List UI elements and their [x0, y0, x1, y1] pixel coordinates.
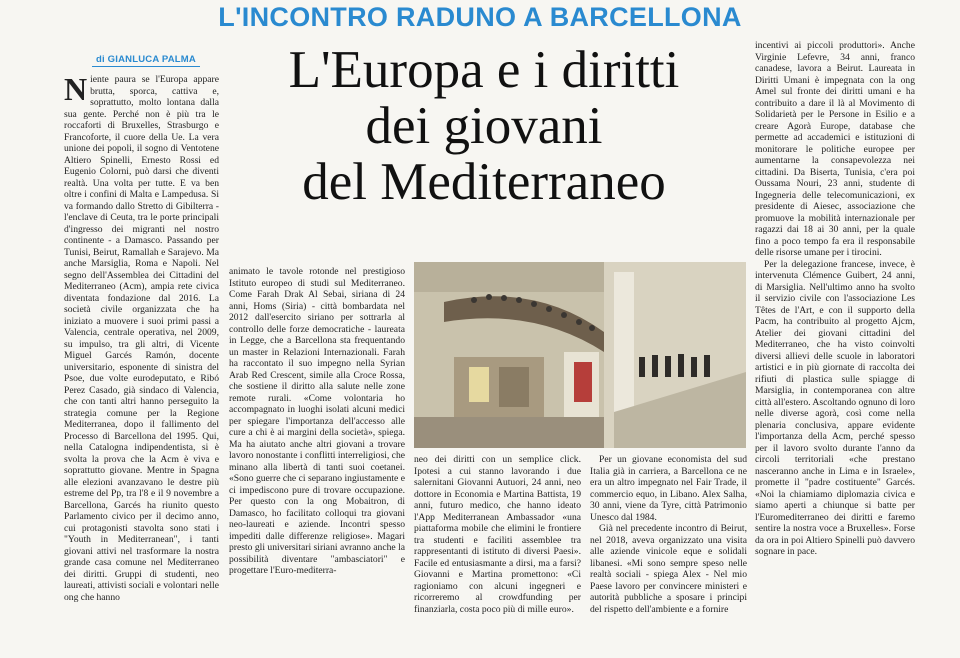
byline [92, 54, 200, 65]
kicker-title: L'INCONTRO RADUNO A BARCELLONA [218, 2, 742, 32]
column-4-paragraph-1: Per un giovane economista del sud Italia già in carriera, a Barcellona ce ne era un altro impegnato nel Fair Trade, il commercio equo, in Libano. Alex Salha, 30 anni, viene da Tyre, città Patrimonio Unesco dal 1984. [590, 454, 747, 523]
drop-cap: N [64, 74, 88, 107]
author-name: di GIANLUCA PALMA [92, 54, 200, 67]
article-column-5 [755, 40, 915, 650]
column-2-text: animato le tavole rotonde nel prestigioso Istituto europeo di studi sul Mediterraneo. Come Farah Drak Al Sebai, siriana di 24 anni, Homs (Siria) - città bombardata nel 2012 dall'esercito siriano per sottrarla al controllo delle forze democratiche - laureata in Legge, che a Barcellona sta frequentando un master in Relazioni Internazionali. Farah ha raccontato il suo impegno nella Syrian Arab Red Crescent, simile alla Croce Rossa, che sostiene il diritto alla salute nelle zone remote rurali. «Come volontaria ho accompagnato in luoghi isolati alcuni medici per spiegare l'importanza dell'accesso alle cure a chi è ai margini della società», spiega. Ma ha aiutato anche altri giovani a trovare lavoro nonostante i conflitti interreligiosi, che minano alla libertà di tanti suoi coetanei. «Sono guerre che ci separano ingiustamente e ci impediscono pure di trovare occupazione. Per questo con la ong Mobaitron, di Damasco, ho facilitato colloqui tra giovani neo-laureati e aziende. Incontri spesso impediti dalle differenze religiose». Magari presto gli universitari siriani avranno anche la possibilità diventare "ambasciatori" e progettare l'Euro-mediterra- [229, 266, 405, 576]
article-column-3 [414, 454, 581, 650]
headline-line-1: L'Europa e i diritti [288, 41, 680, 99]
photo-conference-hall [414, 262, 746, 448]
headline [218, 42, 750, 210]
column-3-text: neo dei diritti con un semplice click. Ipotesi a cui stanno lavorando i due salernitani Giovanni Autuori, 24 anni, neo dottore in Economia e Martina Battista, 19 anni, futuro medico, che hanno ideato l'App Mediterranean Ambassador «una piattaforma mobile che elimini le frontiere tra studenti e faciliti assemblee tra rappresentanti di istituto di diversi Paesi». Facile ed entusiasmante a dirsi, ma a farsi? Giovanni e Martina promettono: «Ci ragioniamo con alcuni ingegneri e ricorreremo al crowdfunding per finanziarla, costa poco più di mille euro». [414, 454, 581, 615]
conference-photo-illustration [414, 262, 746, 448]
article-column-4 [590, 454, 747, 650]
column-5-paragraph-2: Per la delegazione francese, invece, è intervenuta Clémence Guibert, 24 anni, di Marsiglia. Nell'ultimo anno ha svolto il servizio civile con l'associazione Les Têtes de l'Art, e con il supporto della Pacm, ha contribuito al progetto Ajcm, Atelier dei giovani cittadini del Mediterraneo, che ha visto coinvolti diversi allievi delle scuole in laboratori artistici e in più giornate di raccolta dei rifiuti di plastica sulle spiagge di Marsiglia, in contemporanea con altre città all'estero. Ascoltando ognuno di loro nelle diverse agorà, così come nella plenaria conclusiva, appare evidente l'importanza della Acm, perché spesso per il lavoro svolto durante l'anno da circoli territoriali «che prestano nasceranno anche in Lima e in Israele», promette il "padre costituente" Garcés. «Noi la chiamiamo diplomazia civica e siamo aperti a chiunque si batte per l'Euromediterraneo dei diritti e faremo sentire la nostra voce a Bruxelles». Forse da ora in poi Altiero Spinelli può davvero sognare in pace. [755, 258, 915, 557]
column-4-paragraph-2: Già nel precedente incontro di Beirut, nel 2018, aveva organizzato una visita alle aziende vinicole eque e solidali libanesi. «Mi sono sempre speso nelle realtà sociali - spiega Alex - Nel mio Paese lavoro per convincere ministeri e autorità pubbliche a sposare i principi del rispetto dell'ambiente e a fornire [590, 523, 747, 615]
headline-line-2: dei giovani [365, 97, 603, 155]
column-1-text: iente paura se l'Europa appare brutta, sporca, cattiva e, soprattutto, molto lontana dalla sua gente. Perché non è più tra le roccaforti di Bruxelles, Strasburgo e Francoforte, il cuore della Ue. La vera unione dei popoli, il sogno di Ventotene Altiero Spinelli, Ernesto Rossi ed Eugenio Colorni, può darsi che diventi realtà. Una volta per tutte. E va ben oltre i confini di Malta e Lampedusa. Si va formando dallo Stretto di Gibilterra - l'enclave di Ceuta, tra le porte principali d'ingresso dei migranti nel nostro continente - a Damasco. Passando per Tunisi, Beirut, Ramallah e Sarajevo. Ma anche Marsiglia, Roma e Napoli. Nel segno dell'Assemblea dei Cittadini del Mediterraneo (Acm), ampia rete civica diventata fondazione dal 2016. La società civile organizzata che ha iniziato a muovere i suoi primi passi a Valencia, centrale operativa, nel 2009, su impulso, tra gli altri, di Vicente Miguel Garcés Ramón, docente universitario, esponente di sinistra del Psoe, due volte eurodeputato, e Ribó Perez Casado, già sindaco di Valencia, che con tanti altri hanno perseguito la strategia comune per la Regione Mediterranea, dopo il fallimento del Processo di Barcellona del 1995. Qui, nella Catalogna indipendentista, si è svolta la prova che la Acm è viva e soprattutto giovane. Mentre in Spagna alle elezioni avanzavano le destre più estreme del Pp, tra l'8 e il 9 novembre a Barcellona, Garcés ha riunito questo Parlamento civico per il decimo anno, cui protagonisti stavolta sono stati i "Youth in Mediterranean", i tanti giovani attivi nel trasformare la nostra grande casa comune nel Mediterraneo dei diritti. Gruppi di studenti, neo laureati, attivisti sociali e volontari nelle ong che hanno [64, 74, 219, 603]
column-5-paragraph-1: incentivi ai piccoli produttori». Anche Virginie Lefevre, 34 anni, franco canadese, lavora a Beirut. Laureata in Diritti Umani è impegnata con la ong Amel sul fronte dei diritti umani e ha contribuito a dare il là al Movimento di Solidarietà per le Persone in Esilio e a creare Agorà Europe, database che permette ad accademici e istituzioni di monitorare le politiche europee per aumentarne la consapevolezza nei cittadini. Da Biserta, Tunisia, c'era poi Oussama Nouri, 23 anni, studente di Ingegneria delle telecomunicazioni, ex presidente di Aiesec, associazione che promuove la mobilità internazionale per ragazzi dai 18 ai 30 anni, per la quale fino a poco tempo fa era il responsabile delle risorse umane per i tirocini. [755, 40, 915, 258]
article-column-2 [229, 266, 405, 650]
headline-line-3: del Mediterraneo [302, 153, 666, 211]
article-column-1 [64, 74, 219, 650]
